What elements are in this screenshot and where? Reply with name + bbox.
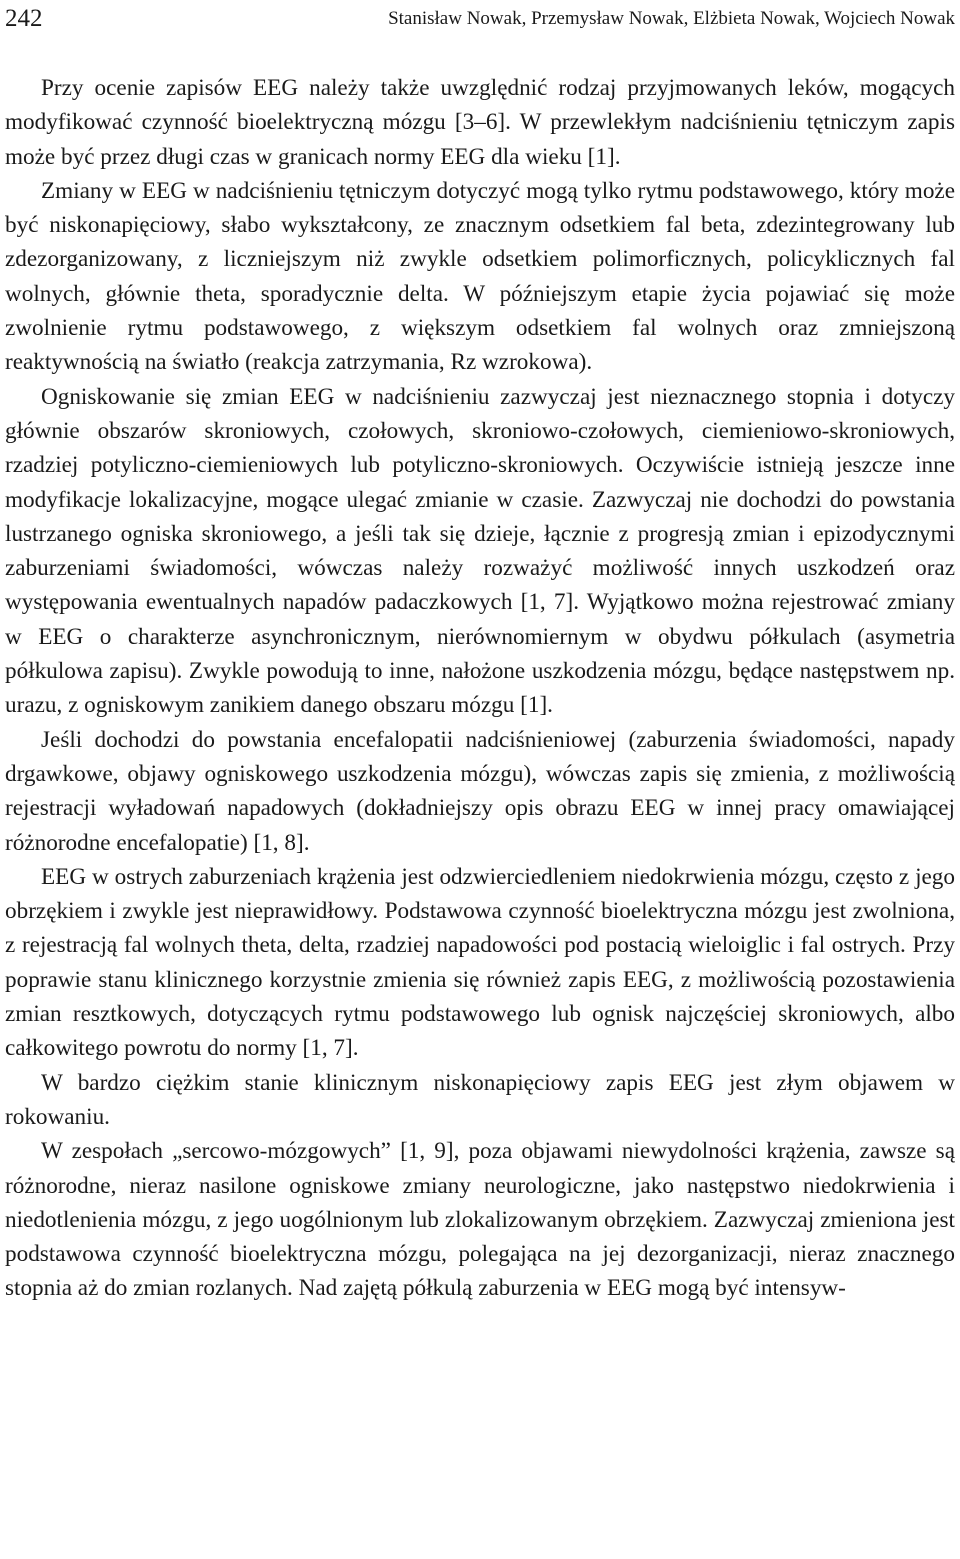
- article-body: [5, 71, 955, 1306]
- page-header: [5, 0, 955, 42]
- paragraph-3: Ogniskowanie się zmian EEG w nadciśnieniu zazwyczaj jest nieznacznego stopnia i dotyczy głównie obszarów skroniowych, czołowych, skroniowo-czołowych, ciemieniowo-skroniowych, rzadziej potyliczno-ciemieniowych lub potyliczno-skroniowych. Oczywiście istnieją jeszcze inne modyfikacje lokalizacyjne, mogące ulegać zmianie w czasie. Zazwyczaj nie dochodzi do powstania lustrzanego ogniska skroniowego, a jeśli tak się dzieje, łącznie z progresją zmian i epizodycznymi zaburzeniami świadomości, wówczas należy rozważyć możliwość innych uszkodzeń oraz występowania ewentualnych napadów padaczkowych [1, 7]. Wyjątkowo można rejestrować zmiany w EEG o charakterze asynchronicznym, nierównomiernym w obydwu półkulach (asymetria półkulowa zapisu). Zwykle powodują to inne, nałożone uszkodzenia mózgu, będące następstwem np. urazu, z ogniskowym zanikiem danego obszaru mózgu [1].: [5, 383, 955, 719]
- paragraph-5: EEG w ostrych zaburzeniach krążenia jest odzwierciedleniem niedokrwienia mózgu, często z jego obrzękiem i zwykle jest nieprawidłowy. Podstawowa czynność bioelektryczna mózgu jest zwolniona, z rejestracją fal wolnych theta, delta, rzadziej napadowości pod postacią wieloiglic i fal ostrych. Przy poprawie stanu klinicznego korzystnie zmienia się również zapis EEG, z możliwością pozostawienia zmian resztkowych, dotyczących rytmu podstawowego lub ognisk najczęściej skroniowych, albo całkowitego powrotu do normy [1, 7].: [5, 863, 955, 1062]
- page-number: 242: [5, 5, 43, 32]
- paragraph-4: Jeśli dochodzi do powstania encefalopatii nadciśnieniowej (zaburzenia świadomości, napady drgawkowe, objawy ogniskowego uszkodzenia mózgu), wówczas zapis się zmienia, z możliwością rejestracji wyładowań napadowych (dokładniejszy opis obrazu EEG w innej pracy omawiającej różnorodne encefalopatie) [1, 8].: [5, 726, 955, 856]
- running-head-authors: Stanisław Nowak, Przemysław Nowak, Elżbieta Nowak, Wojciech Nowak: [388, 8, 955, 29]
- document-page: [5, 0, 955, 1559]
- paragraph-2: Zmiany w EEG w nadciśnieniu tętniczym dotyczyć mogą tylko rytmu podstawowego, który może być niskonapięciowy, słabo wykształcony, ze znacznym odsetkiem fal beta, zdezintegrowany lub zdezorganizowany, z liczniejszym niż zwykle odsetkiem polimorficznych, policyklicznych fal wolnych, głównie theta, sporadycznie delta. W późniejszym etapie życia pojawiać się może zwolnienie rytmu podstawowego, z większym odsetkiem fal wolnych oraz zmniejszoną reaktywnością na światło (reakcja zatrzymania, Rz wzrokowa).: [5, 177, 955, 376]
- paragraph-6: W bardzo ciężkim stanie klinicznym niskonapięciowy zapis EEG jest złym objawem w rokowaniu.: [5, 1069, 955, 1130]
- paragraph-1: Przy ocenie zapisów EEG należy także uwzględnić rodzaj przyjmowanych leków, mogących modyfikować czynność bioelektryczną mózgu [3–6]. W przewlekłym nadciśnieniu tętniczym zapis może być przez długi czas w granicach normy EEG dla wieku [1].: [5, 75, 955, 170]
- paragraph-7: W zespołach „sercowo-mózgowych” [1, 9], poza objawami niewydolności krążenia, zawsze są różnorodne, nieraz nasilone ogniskowe zmiany neurologiczne, jako następstwo niedokrwienia i niedotlenienia mózgu, z jego uogólnionym lub zlokalizowanym obrzękiem. Zazwyczaj zmieniona jest podstawowa czynność bioelektryczna mózgu, polegająca na jej dezorganizacji, nieraz znacznego stopnia aż do zmian rozlanych. Nad zajętą półkulą zaburzenia w EEG mogą być intensyw-: [5, 1138, 955, 1302]
